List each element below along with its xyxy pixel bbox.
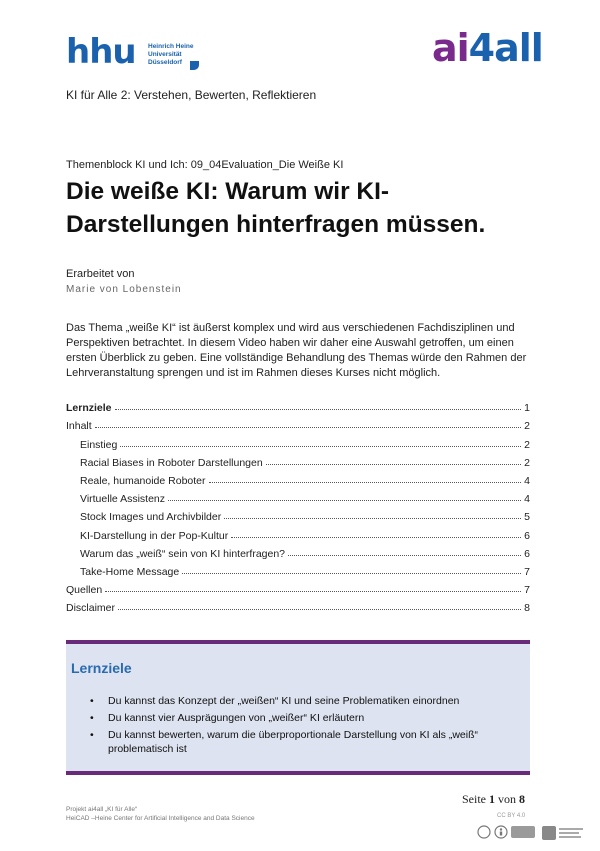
lernziele-list (88, 694, 518, 759)
intro-paragraph: Das Thema „weiße KI“ ist äußerst komplex und wird aus verschiedenen Fachdisziplinen und Perspektiven betrachtet. In diesem Video haben wir daher eine Auswahl getroffen, um einen ersten Überblick zu geben. Eine vollständige Behandlung des Themas würde den Rahmen der Lehrveranstaltung sprengen und ist im Rahmen dieses Kurses nicht möglich. (66, 322, 527, 379)
toc-leader-dots (95, 426, 521, 428)
bullet-icon: • (90, 729, 94, 741)
toc-entry[interactable] (66, 451, 530, 469)
toc-entry-page: 5 (524, 511, 530, 524)
toc-entry-label: Stock Images und Archivbilder (80, 511, 222, 524)
page-word: Seite (462, 792, 486, 806)
author-name: Marie von Lobenstein (66, 284, 182, 295)
footer-project: Projekt ai4all „KI für Alle“ (66, 806, 138, 813)
toc-leader-dots (209, 481, 522, 483)
toc-leader-dots (231, 536, 521, 538)
toc-entry-label: Lernziele (66, 402, 112, 415)
table-of-contents (66, 396, 530, 614)
toc-entry[interactable] (66, 542, 530, 560)
toc-leader-dots (266, 463, 521, 465)
toc-leader-dots (182, 572, 521, 574)
lernziele-item (88, 728, 518, 756)
lernziele-item-text: Du kannst vier Ausprägungen von „weißer“ KI erläutern (108, 712, 365, 724)
lernziele-item-text: Du kannst das Konzept der „weißen“ KI und seine Problematiken einordnen (108, 695, 460, 707)
page-of: von (498, 792, 516, 806)
toc-entry-label: Warum das „weiß“ sein von KI hinterfragen? (80, 547, 286, 560)
toc-entry-page: 4 (524, 493, 530, 506)
toc-entry-label: Reale, humanoide Roboter (80, 474, 206, 487)
document-title: Die weiße KI: Warum wir KI-Darstellungen hinterfragen müssen. (66, 178, 486, 238)
ai4all-logo-all: all (494, 26, 543, 70)
toc-entry[interactable] (66, 469, 530, 487)
page-current: 1 (489, 792, 495, 806)
bullet-icon: • (90, 712, 94, 724)
toc-entry-label: Inhalt (66, 420, 92, 433)
toc-leader-dots (118, 608, 521, 610)
toc-entry-page: 1 (524, 402, 530, 415)
author-label: Erarbeitet von (66, 268, 135, 280)
toc-entry-page: 7 (524, 565, 530, 578)
page-number (462, 792, 525, 807)
toc-entry-label: KI-Darstellung in der Pop-Kultur (80, 529, 229, 542)
course-title: KI für Alle 2: Verstehen, Bewerten, Reflektieren (66, 88, 317, 102)
toc-entry[interactable] (66, 487, 530, 505)
bullet-icon: • (90, 695, 94, 707)
ai4all-logo (432, 26, 543, 70)
toc-entry-label: Racial Biases in Roboter Darstellungen (80, 456, 263, 469)
license-text: CC BY 4.0 (497, 813, 526, 819)
toc-leader-dots (288, 554, 521, 556)
toc-leader-dots (224, 517, 521, 519)
toc-entry-page: 6 (524, 547, 530, 560)
toc-leader-dots (115, 408, 522, 410)
lernziele-item-text: Du kannst bewerten, warum die überproportionale Darstellung von KI als „weiß“ problematisch ist (108, 729, 479, 755)
toc-entry-label: Virtuelle Assistenz (80, 493, 166, 506)
toc-entry-page: 2 (524, 456, 530, 469)
toc-entry-label: Disclaimer (66, 602, 116, 615)
lernziele-item (88, 711, 518, 725)
toc-leader-dots (105, 590, 521, 592)
toc-entry-page: 2 (524, 438, 530, 451)
toc-entry[interactable] (66, 432, 530, 450)
toc-entry[interactable] (66, 396, 530, 414)
toc-entry[interactable] (66, 560, 530, 578)
toc-entry-page: 8 (524, 602, 530, 615)
cc-by-license-icon (477, 825, 537, 839)
toc-entry[interactable] (66, 523, 530, 541)
toc-entry-label: Take-Home Message (80, 565, 180, 578)
toc-entry-page: 2 (524, 420, 530, 433)
toc-leader-dots (120, 445, 521, 447)
toc-entry-page: 6 (524, 529, 530, 542)
lernziele-bottom-border (66, 771, 530, 775)
toc-entry[interactable] (66, 414, 530, 432)
toc-entry-label: Quellen (66, 584, 103, 597)
toc-leader-dots (168, 499, 521, 501)
toc-entry[interactable] (66, 596, 530, 614)
toc-entry[interactable] (66, 505, 530, 523)
block-label: Themenblock KI und Ich: 09_04Evaluation_Die Weiße KI (66, 159, 344, 171)
footer-center: HeiCAD –Heine Center for Artificial Intelligence and Data Science (66, 815, 255, 822)
lernziele-heading: Lernziele (71, 660, 132, 676)
ai4all-logo-4: 4 (468, 26, 495, 70)
hhu-logo: hhu (66, 32, 136, 72)
hhu-logo-subtitle: Heinrich Heine Universität Düsseldorf (148, 43, 194, 66)
oer-logo-icon (542, 826, 584, 840)
toc-entry-label: Einstieg (80, 438, 118, 451)
toc-entry[interactable] (66, 578, 530, 596)
hhu-logo-mark (190, 61, 199, 70)
ai4all-logo-ai: ai (432, 26, 469, 70)
lernziele-item (88, 694, 518, 708)
page-total: 8 (519, 792, 525, 806)
toc-entry-page: 7 (524, 584, 530, 597)
toc-entry-page: 4 (524, 474, 530, 487)
